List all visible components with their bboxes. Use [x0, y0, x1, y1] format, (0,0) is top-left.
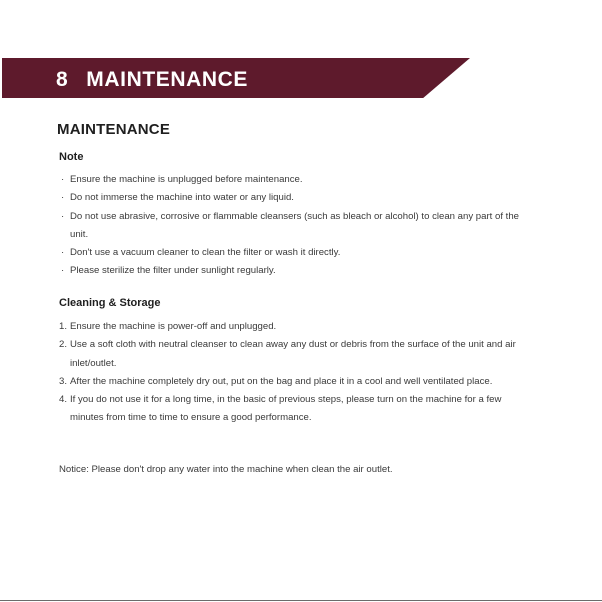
step-number: 4.	[59, 394, 68, 406]
note-item-text: Don't use a vacuum cleaner to clean the filter or wash it directly.	[70, 247, 341, 259]
note-item-text: Ensure the machine is unplugged before maintenance.	[70, 174, 303, 185]
step-text: Use a soft cloth with neutral cleanser to clean away any dust or debris from the surface of the unit and air inlet/outlet.	[70, 339, 516, 369]
step-text: After the machine completely dry out, put on the bag and place it in a cool and well ventilated place.	[70, 375, 493, 387]
chapter-title: MAINTENANCE	[86, 68, 249, 91]
step-number: 1.	[59, 321, 68, 332]
section-title: MAINTENANCE	[57, 121, 171, 138]
bullet-mark: ·	[61, 192, 65, 204]
step-text: If you do not use it for a long time, in the basic of previous steps, please turn on the machine for a few minutes from time to time to ensure a good performance.	[70, 394, 502, 424]
bullet-mark: ·	[61, 265, 65, 277]
step-number: 2.	[59, 339, 68, 351]
list-item	[59, 262, 529, 280]
note-item-text: Do not use abrasive, corrosive or flammable cleansers (such as bleach or alcohol) to clean any part of the unit.	[70, 210, 519, 240]
list-item	[59, 373, 529, 391]
note-list	[59, 171, 529, 281]
chapter-number: 8	[56, 68, 69, 91]
list-item	[59, 336, 529, 373]
note-item-text: Please sterilize the filter under sunlight regularly.	[70, 265, 276, 277]
bullet-mark: ·	[61, 210, 65, 222]
list-item	[59, 208, 529, 245]
list-item	[59, 318, 529, 336]
cleaning-steps	[59, 318, 529, 428]
chapter-heading	[56, 66, 248, 94]
list-item	[59, 171, 529, 189]
note-item-text: Do not immerse the machine into water or any liquid.	[70, 192, 294, 204]
cleaning-heading: Cleaning & Storage	[59, 297, 161, 309]
bullet-mark: ·	[61, 174, 65, 185]
notice-text: Notice: Please don't drop any water into the machine when clean the air outlet.	[59, 464, 393, 475]
list-item	[59, 391, 529, 428]
step-text: Ensure the machine is power-off and unplugged.	[70, 321, 277, 332]
footer-divider	[0, 600, 602, 601]
step-number: 3.	[59, 375, 68, 387]
note-heading: Note	[59, 151, 84, 163]
list-item	[59, 189, 529, 207]
list-item	[59, 244, 529, 262]
bullet-mark: ·	[61, 247, 65, 259]
